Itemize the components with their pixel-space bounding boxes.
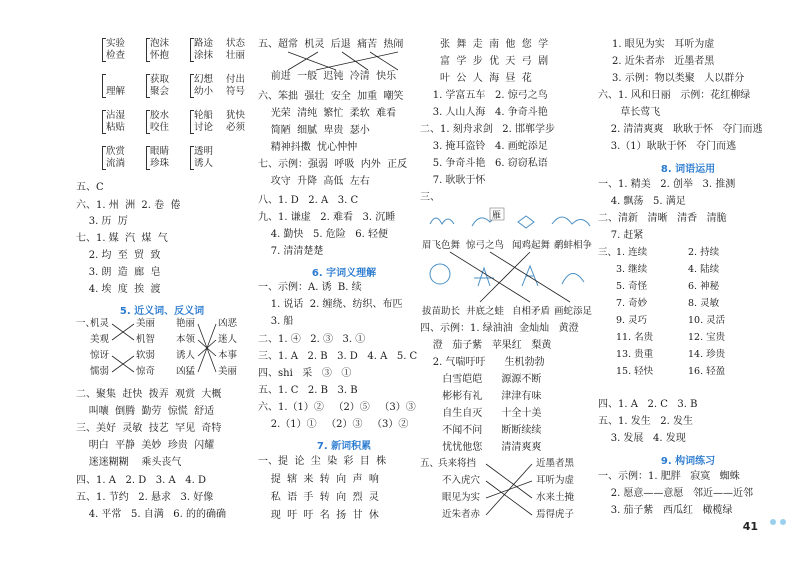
word: 状态 xyxy=(226,38,246,49)
idiom: 惊弓之鸟 xyxy=(466,240,505,251)
word: 获取 xyxy=(150,74,170,85)
match-r1: 诱人 xyxy=(176,350,196,361)
answer-line: 简陋 细腻 卑贵 瑟小 xyxy=(258,125,370,136)
answer-line: 白雪皑皑 源源不断 xyxy=(420,374,542,385)
idiom: 眉飞色舞 xyxy=(422,240,461,251)
answer-line: 四、1. A 2. D 3. A 4. D xyxy=(76,475,206,486)
section-heading-5: 5. 近义词、反义词 xyxy=(119,306,205,317)
column-3 xyxy=(420,0,600,569)
answer-line: 四、shi 采 ③ ① xyxy=(258,368,352,379)
answer-line: 2. 近朱者赤 近墨者黑 xyxy=(612,56,715,67)
answer-line: 1. 说话 2. 缠绕、纺织、布匹 xyxy=(258,299,403,310)
word-list xyxy=(598,247,778,387)
answer-line: 七、1. 媒 汽 煤 气 xyxy=(76,233,168,244)
word: 泡沫 xyxy=(150,38,170,49)
idiom: 鹬蚌相争 xyxy=(554,240,593,251)
answer-line: 九、1. 谦虚 2. 难看 3. 沉睡 xyxy=(258,212,396,223)
answer-line: 3. 掩耳盗铃 4. 画蛇添足 xyxy=(420,141,548,152)
answer-line: 三、1. A 2. B 3. D 4. A 5. C xyxy=(258,351,418,362)
answer-line: 一、提 论 尘 染 彩 目 株 xyxy=(258,456,387,467)
decorative-dots xyxy=(766,510,786,529)
match-left: 惊讶 xyxy=(90,350,110,361)
answer-line: 彬彬有礼 津津有味 xyxy=(420,391,542,402)
answer-line: 3. 朗 造 廊 皂 xyxy=(76,267,161,278)
answer-line: 3. 茄子紫 西瓜红 橄榄绿 xyxy=(598,505,733,516)
answer-line: 迷迷糊糊 乘头丧气 xyxy=(76,457,182,468)
match-mid: 美丽 xyxy=(136,318,156,329)
answer-line: 二、1. ④ 2. ③ 3. ① xyxy=(258,334,366,345)
word: 符号 xyxy=(226,86,246,97)
word: 壮丽 xyxy=(226,50,246,61)
word: 轮船 xyxy=(194,110,214,121)
word: 珍珠 xyxy=(150,158,170,169)
match-left: 机灵 xyxy=(90,318,110,329)
word: 2. 持续 xyxy=(688,247,720,258)
word: 犹快 xyxy=(226,110,246,121)
idiom: 画蛇添足 xyxy=(554,306,593,317)
answer-line: 三、美好 灵敏 技艺 罕见 奇特 xyxy=(76,423,222,434)
answer-line: 叶 公 人 海 昼 花 xyxy=(440,73,532,84)
picture-match-lines xyxy=(420,252,600,322)
idioms-top-row xyxy=(420,240,600,252)
answer-line: 六、1. 州 洲 2. 卷 倦 xyxy=(76,200,181,211)
word: 8. 灵敏 xyxy=(688,298,720,309)
answer-line: 光荣 清纯 繁忙 柔软 难看 xyxy=(258,108,397,119)
word: 14. 珍贵 xyxy=(688,349,726,360)
answer-line: 自生自灭 十全十美 xyxy=(420,408,542,419)
answer-line: 3. 船 xyxy=(258,316,294,327)
answer-line: 一、示例：1. 肥胖 寂寞 蜘蛛 xyxy=(598,471,740,482)
answer-line: 2. 均 至 贸 致 xyxy=(76,250,161,261)
matching-lines xyxy=(420,458,600,528)
answer-line: 明白 平静 美妙 珍贵 闪耀 xyxy=(76,440,215,451)
matching-exercise: 一、 机灵 美观 惊讶 懦弱 美丽 机智 软弱 惊奇 艳丽 本领 诱人 凶猛 凶恶 迷人 本事 美丽 xyxy=(76,318,248,382)
word: 必须 xyxy=(226,122,246,133)
answer-line: 忧忧他您 清清爽爽 xyxy=(420,442,542,453)
word: 7. 奇妙 xyxy=(616,298,648,309)
word: 6. 神秘 xyxy=(688,281,720,292)
answer-line: 7. 赶紧 xyxy=(598,230,644,241)
answer-line: 攻守 升降 高低 左右 xyxy=(258,176,370,187)
answer-line: 叫嚷 倒腾 勤劳 惊慌 舒适 xyxy=(76,406,215,417)
answer-line: 二、1. 刻舟求剑 2. 邯郸学步 xyxy=(420,124,555,135)
word: 12. 宝贵 xyxy=(688,332,726,343)
answer-line: 4. 飘荡 5. 满足 xyxy=(598,196,686,207)
word: 16. 轻盈 xyxy=(688,366,726,377)
match-mid: 机智 xyxy=(136,334,156,345)
word: 讨论 xyxy=(194,122,214,133)
word: 怀抱 xyxy=(150,50,170,61)
answer-line: 4. 勤快 5. 危险 6. 轻便 xyxy=(258,229,388,240)
section-heading-6: 6. 字词义理解 xyxy=(311,268,377,279)
answer-line: 1. 眼见为实 耳听为虚 xyxy=(612,39,715,50)
word: 10. 灵活 xyxy=(688,315,726,326)
answer-line: 一、示例：A. 诱 B. 续 xyxy=(258,282,362,293)
word: 聚会 xyxy=(150,86,170,97)
word: 15. 轻快 xyxy=(616,366,654,377)
answer-line: 五、1. 发生 2. 发生 xyxy=(598,416,693,427)
match-r2: 凶恶 xyxy=(218,318,238,329)
match-r1: 凶猛 xyxy=(176,366,196,377)
answer-line: 二、聚集 赶快 拨弄 观赏 大概 xyxy=(76,389,222,400)
answer-line: 3.（1）耿耿于怀 夺门而逃 xyxy=(598,141,737,152)
idiom: 拔苗助长 xyxy=(422,306,461,317)
bird-icon xyxy=(430,218,454,224)
word: 幻想 xyxy=(194,74,214,85)
answer-line: 精神抖擞 忧心忡忡 xyxy=(258,142,358,153)
answer-line: 张 舞 走 南 他 您 学 xyxy=(440,39,549,50)
picture-label: 雁 xyxy=(492,211,502,221)
column-2 xyxy=(258,0,430,569)
answer-line: 4. 平常 5. 自满 6. 的的确确 xyxy=(76,509,226,520)
answer-line: 2. 气喘吁吁 生机勃勃 xyxy=(420,357,545,368)
answer-line: 2. 愿意——意愿 邻近——近邻 xyxy=(598,488,753,499)
answer-line: 现 吁 吁 名 扬 甘 休 xyxy=(258,510,379,521)
match-left: 美观 xyxy=(90,334,110,345)
answer-line: 三、 xyxy=(420,192,440,203)
match-left: 不入虎穴 xyxy=(442,475,481,486)
idiom: 井底之蛙 xyxy=(466,306,505,317)
column-4 xyxy=(598,0,778,569)
word: 3. 继续 xyxy=(616,264,648,275)
matching-lines xyxy=(76,318,248,382)
section-heading-8: 8. 词语运用 xyxy=(660,164,716,175)
word: 5. 奇怪 xyxy=(616,281,648,292)
answer-line: 二、清新 清晰 清香 清脆 xyxy=(598,213,727,224)
match-right: 焉得虎子 xyxy=(536,509,575,520)
match-left: 懦弱 xyxy=(90,366,110,377)
answer-line: 2. 清清爽爽 耿耿于怀 夺门而逃 xyxy=(598,124,763,135)
word: 4. 陆续 xyxy=(688,264,720,275)
match-right: 近墨者黑 xyxy=(536,458,575,469)
match-mid: 惊奇 xyxy=(136,366,156,377)
match-r1: 艳丽 xyxy=(176,318,196,329)
word: 咬住 xyxy=(150,122,170,133)
answer-line: 5. 争奇斗艳 6. 窃窃私语 xyxy=(420,158,548,169)
word: 11. 名贵 xyxy=(616,332,654,343)
word: 粘贴 xyxy=(106,122,126,133)
word: 幼小 xyxy=(194,86,214,97)
bird-icon xyxy=(552,217,590,226)
word-pair-grid xyxy=(76,36,248,176)
answer-line: 1. 学富五车 2. 惊弓之鸟 xyxy=(420,90,548,101)
match-r2: 美丽 xyxy=(218,366,238,377)
page-number: 41 xyxy=(742,520,758,533)
word: 眼睛 xyxy=(150,146,170,157)
answer-line: 五、超常 机灵 后退 痛苦 热闹 xyxy=(258,39,404,50)
column-1 xyxy=(76,0,248,569)
answer-line: 八、1. D 2. A 3. C xyxy=(258,195,359,206)
answer-line: 一、1. 精美 2. 创举 3. 推测 xyxy=(598,179,736,190)
idiom-illustrations-top xyxy=(422,204,598,238)
rooster-icon xyxy=(518,216,534,228)
answer-line: 六、1.（1）② （2）⑤ （3）③ xyxy=(258,402,416,413)
match-left: 兵来将挡 xyxy=(438,458,477,469)
answer-line: 不闻不问 断断续续 xyxy=(420,425,542,436)
word: 胶水 xyxy=(150,110,170,121)
idiom: 自相矛盾 xyxy=(512,306,551,317)
answer-line: 提 辖 来 转 向 声 响 xyxy=(258,474,379,485)
answer-line: 3. 示例：物以类聚 人以群分 xyxy=(612,73,745,84)
match-r2: 本事 xyxy=(218,350,238,361)
answer-line: 4. 埃 度 挨 渡 xyxy=(76,284,161,295)
question-number: 五、 xyxy=(420,458,440,469)
word: 流淌 xyxy=(106,158,126,169)
idiom: 闻鸡起舞 xyxy=(512,240,551,251)
word: 实验 xyxy=(106,38,126,49)
word: 付出 xyxy=(226,74,246,85)
answer-line: 3. 人山人海 4. 争奇斗艳 xyxy=(420,107,548,118)
answer-line: 七、示例：强弱 呼吸 内外 正反 xyxy=(258,159,408,170)
match-left: 近朱者赤 xyxy=(442,509,481,520)
section-heading-9: 9. 构词练习 xyxy=(660,456,716,467)
word: 13. 贵重 xyxy=(616,349,654,360)
word: 涂抹 xyxy=(194,50,214,61)
answer-line: 六、笨拙 强壮 安全 加重 嘲笑 xyxy=(258,91,404,102)
word: 1. 连续 xyxy=(616,247,648,258)
answer-line: 前进 一般 迟钝 冷清 快乐 xyxy=(258,71,397,82)
match-mid: 软弱 xyxy=(136,350,156,361)
answer-line: 私 语 手 转 向 烈 灵 xyxy=(258,492,379,503)
question-number: 三、 xyxy=(598,247,618,258)
word: 理解 xyxy=(106,86,126,97)
section-heading-7: 7. 新词积累 xyxy=(316,441,372,452)
answer-line: 四、示例：1. 绿油油 金灿灿 黄澄 xyxy=(420,323,579,334)
word: 沾湿 xyxy=(106,110,126,121)
word: 诱人 xyxy=(194,158,214,169)
answer-line: 3. 发展 4. 发现 xyxy=(598,433,686,444)
match-r1: 本领 xyxy=(176,334,196,345)
answer-line: 五、1. C 2. B 3. B xyxy=(258,385,358,396)
answer-line: 四、1. A 2. C 3. B xyxy=(598,399,698,410)
answer-line: 富 学 步 优 天 弓 剧 xyxy=(440,56,549,67)
answer-line: 五、1. 节约 2. 悬求 3. 好像 xyxy=(76,492,214,503)
match-r2: 迷人 xyxy=(218,334,238,345)
answer-line: 7. 耿耿于怀 xyxy=(420,175,486,186)
match-left: 眼见为实 xyxy=(442,492,481,503)
answer-line: 五、C xyxy=(76,182,104,193)
answer-line: 草长莺飞 xyxy=(598,107,661,118)
word: 欣赏 xyxy=(106,146,126,157)
word: 透明 xyxy=(194,146,214,157)
matching-lines xyxy=(258,50,430,80)
match-right: 水来土掩 xyxy=(536,492,575,503)
answer-line: 澄 茄子紫 苹果红 梨黄 xyxy=(420,340,552,351)
word: 路途 xyxy=(194,38,214,49)
answer-line: 7. 清清楚楚 xyxy=(258,246,324,257)
idiom-matching xyxy=(420,458,600,528)
match-right: 耳听为虚 xyxy=(536,475,575,486)
word: 9. 灵巧 xyxy=(616,315,648,326)
answer-line: 2.（1）① （2）③ （3）② xyxy=(258,419,409,430)
answer-line: 3. 历 厉 xyxy=(76,216,128,227)
word: 检查 xyxy=(106,50,126,61)
answer-line: 六、1. 风和日丽 示例：花红柳绿 xyxy=(598,90,751,101)
